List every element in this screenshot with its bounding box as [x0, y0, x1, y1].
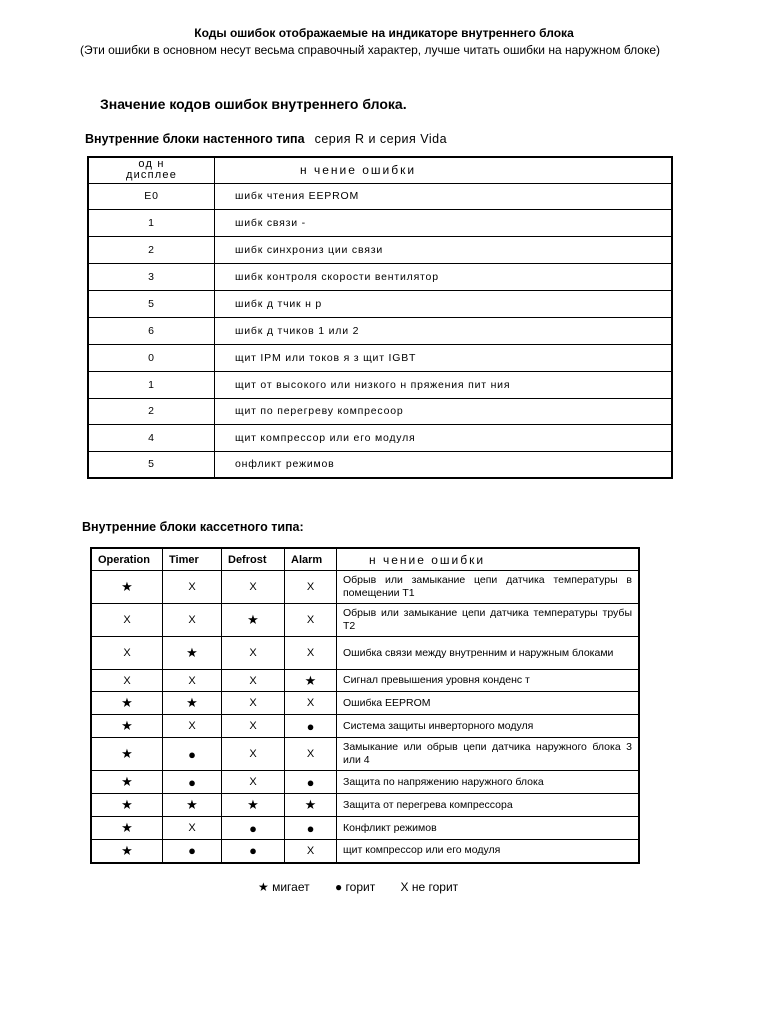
defrost-indicator-icon: ● [222, 840, 285, 863]
error-description: щит от высокого или низкого н пряжения пит ния [215, 371, 673, 398]
error-description: Конфликт режимов [337, 817, 640, 840]
table-row [88, 398, 672, 424]
timer-indicator-icon: X [163, 715, 222, 738]
wall-error-table [87, 156, 673, 479]
operation-indicator-icon: ★ [91, 571, 163, 604]
cassette-col-operation: Operation [91, 548, 163, 571]
error-code: 1 [88, 209, 215, 236]
wall-units-series: серия R и серия Vida [314, 132, 448, 146]
operation-indicator-icon: ★ [91, 738, 163, 771]
table-row [88, 451, 672, 478]
table-row [88, 344, 672, 371]
timer-indicator-icon: ★ [163, 794, 222, 817]
timer-indicator-icon: ● [163, 771, 222, 794]
error-description: Защита по напряжению наружного блока [337, 771, 640, 794]
error-description: Система защиты инверторного модуля [337, 715, 640, 738]
error-description: онфликт режимов [215, 451, 673, 478]
operation-indicator-icon: ★ [91, 840, 163, 863]
cassette-col-alarm: Alarm [285, 548, 337, 571]
error-code: 2 [88, 236, 215, 263]
wall-col-code-line1: од н [138, 158, 165, 171]
defrost-indicator-icon: X [222, 571, 285, 604]
error-description: Ошибка EEPROM [337, 692, 640, 715]
wall-col-code-header [88, 157, 215, 183]
operation-indicator-icon: ★ [91, 692, 163, 715]
error-description: шибк д тчиков 1 или 2 [215, 317, 673, 344]
legend-on: ● горит [334, 880, 376, 894]
table-row [91, 692, 639, 715]
alarm-indicator-icon: ● [285, 771, 337, 794]
operation-indicator-icon: ★ [91, 771, 163, 794]
alarm-indicator-icon: X [285, 571, 337, 604]
operation-indicator-icon: X [91, 637, 163, 670]
timer-indicator-icon: ● [163, 738, 222, 771]
wall-col-code-line2: дисплее [125, 169, 178, 182]
error-description: шибк чтения EEPROM [215, 183, 673, 209]
error-description: Защита от перегрева компрессора [337, 794, 640, 817]
timer-indicator-icon: X [163, 604, 222, 637]
timer-indicator-icon: X [163, 670, 222, 692]
wall-table-body [88, 183, 672, 478]
alarm-indicator-icon: X [285, 692, 337, 715]
table-row [91, 794, 639, 817]
timer-indicator-icon: X [163, 571, 222, 604]
defrost-indicator-icon: X [222, 692, 285, 715]
wall-col-desc-header: н чение ошибки [215, 157, 673, 183]
error-description: Ошибка связи между внутренним и наружным блоками [337, 637, 640, 670]
alarm-indicator-icon: X [285, 604, 337, 637]
legend-blink: ★ мигает [258, 880, 310, 894]
cassette-units-title: Внутренние блоки кассетного типа: [82, 520, 304, 534]
defrost-indicator-icon: X [222, 771, 285, 794]
operation-indicator-icon: X [91, 604, 163, 637]
cassette-error-table [90, 547, 640, 864]
table-row [91, 637, 639, 670]
cassette-col-desc: н чение ошибки [337, 548, 640, 571]
timer-indicator-icon: X [163, 817, 222, 840]
alarm-indicator-icon: ★ [285, 794, 337, 817]
operation-indicator-icon: ★ [91, 817, 163, 840]
error-description: шибк д тчик н р [215, 290, 673, 317]
operation-indicator-icon: ★ [91, 794, 163, 817]
wall-units-title-text: Внутренние блоки настенного типа [85, 132, 305, 146]
table-row [91, 771, 639, 794]
error-description: Обрыв или замыкание цепи датчика температуры в помещении T1 [337, 571, 640, 604]
table-row [88, 290, 672, 317]
alarm-indicator-icon: ★ [285, 670, 337, 692]
table-row [88, 236, 672, 263]
table-row [88, 424, 672, 451]
error-code: 3 [88, 263, 215, 290]
document-title: Коды ошибок отображаемые на индикаторе внутреннего блока [194, 26, 574, 40]
table-row [91, 571, 639, 604]
error-description: щит компрессор или его модуля [215, 424, 673, 451]
table-row [91, 715, 639, 738]
wall-units-title [85, 132, 447, 146]
table-row [88, 317, 672, 344]
section-heading: Значение кодов ошибок внутреннего блока. [100, 96, 407, 112]
legend-off: X не горит [400, 880, 459, 894]
document-note: (Эти ошибки в основном несут весьма справочный характер, лучше читать ошибки на наружном блоке) [79, 43, 661, 57]
error-code: 2 [88, 398, 215, 424]
error-code: 4 [88, 424, 215, 451]
table-row [91, 817, 639, 840]
table-row [91, 738, 639, 771]
timer-indicator-icon: ● [163, 840, 222, 863]
defrost-indicator-icon: X [222, 738, 285, 771]
alarm-indicator-icon: ● [285, 817, 337, 840]
cassette-table-body [91, 571, 639, 863]
defrost-indicator-icon: X [222, 670, 285, 692]
error-description: шибк контроля скорости вентилятор [215, 263, 673, 290]
defrost-indicator-icon: X [222, 637, 285, 670]
cassette-col-defrost: Defrost [222, 548, 285, 571]
error-description: Замыкание или обрыв цепи датчика наружного блока 3 или 4 [337, 738, 640, 771]
timer-indicator-icon: ★ [163, 637, 222, 670]
cassette-col-timer: Timer [163, 548, 222, 571]
table-row [88, 371, 672, 398]
table-row [88, 263, 672, 290]
defrost-indicator-icon: ● [222, 817, 285, 840]
error-description: шибк синхрониз ции связи [215, 236, 673, 263]
defrost-indicator-icon: X [222, 715, 285, 738]
table-row [88, 209, 672, 236]
table-row [91, 840, 639, 863]
alarm-indicator-icon: X [285, 637, 337, 670]
error-code: 0 [88, 344, 215, 371]
operation-indicator-icon: X [91, 670, 163, 692]
error-description: щит компрессор или его модуля [337, 840, 640, 863]
alarm-indicator-icon: X [285, 840, 337, 863]
operation-indicator-icon: ★ [91, 715, 163, 738]
defrost-indicator-icon: ★ [222, 604, 285, 637]
error-description: щит IPM или токов я з щит IGBT [215, 344, 673, 371]
legend [258, 880, 480, 894]
alarm-indicator-icon: X [285, 738, 337, 771]
alarm-indicator-icon: ● [285, 715, 337, 738]
error-code: 5 [88, 451, 215, 478]
timer-indicator-icon: ★ [163, 692, 222, 715]
error-description: щит по перегреву компресоор [215, 398, 673, 424]
defrost-indicator-icon: ★ [222, 794, 285, 817]
error-code: 6 [88, 317, 215, 344]
table-row [91, 670, 639, 692]
error-code: 5 [88, 290, 215, 317]
error-code: E0 [88, 183, 215, 209]
error-description: Сигнал превышения уровня конденс т [337, 670, 640, 692]
table-row [88, 183, 672, 209]
error-code: 1 [88, 371, 215, 398]
table-row [91, 604, 639, 637]
error-description: шибк связи - [215, 209, 673, 236]
error-description: Обрыв или замыкание цепи датчика температуры трубы T2 [337, 604, 640, 637]
